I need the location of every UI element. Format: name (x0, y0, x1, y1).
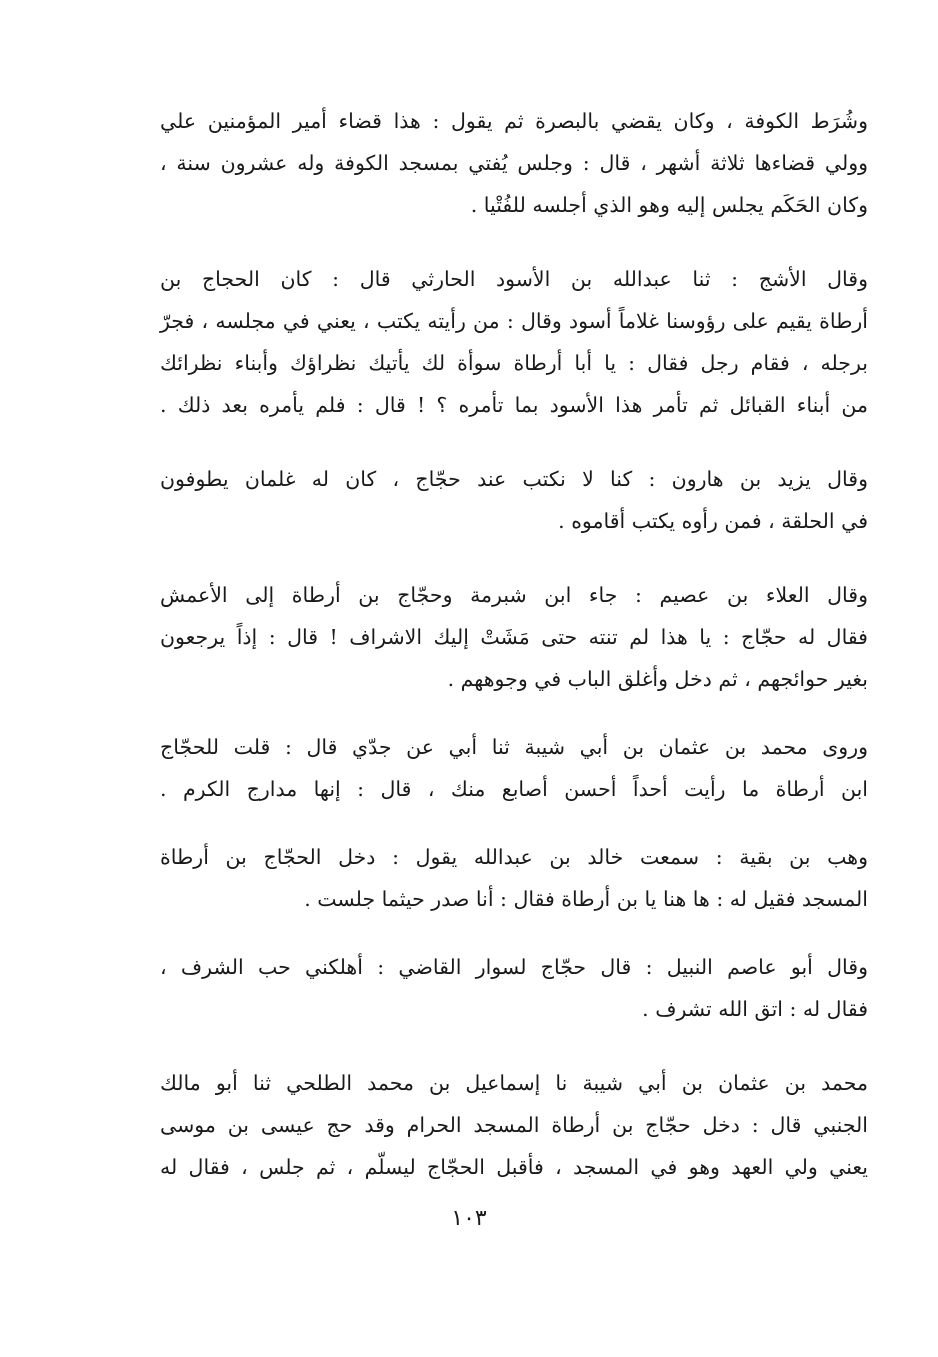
text-line: وقال يزيد بن هارون : كنا لا نكتب عند حجّاج ، كان له غلمان يطوفون (160, 467, 868, 491)
text-line: وقال أبو عاصم النبيل : قال حجّاج لسوار القاضي : أهلكني حب الشرف ، (160, 955, 868, 979)
text-line: وروى محمد بن عثمان بن أبي شيبة ثنا أبي عن جدّي قال : قلت للحجّاج (160, 735, 868, 759)
paragraph-gap (160, 1030, 868, 1062)
paragraph-1 (160, 100, 868, 226)
text-line: وقال العلاء بن عصيم : جاء ابن شبرمة وحجّاج بن أرطاة إلى الأعمش (160, 583, 868, 607)
text-line: وهب بن بقية : سمعت خالد بن عبدالله يقول : دخل الحجّاج بن أرطاة (160, 845, 868, 869)
text-line: وقال الأشج : ثنا عبدالله بن الأسود الحارثي قال : كان الحجاج بن (160, 267, 868, 291)
text-line: وكان الحَكَم يجلس إليه وهو الذي أجلسه للفُتْيا . (470, 193, 868, 217)
paragraph-gap (160, 920, 868, 946)
page-body (160, 100, 868, 1188)
text-line: وشُرَط الكوفة ، وكان يقضي بالبصرة ثم يقول : هذا قضاء أمير المؤمنين علي (160, 109, 868, 133)
paragraph-4 (160, 574, 868, 700)
page-number: ١٠٣ (451, 1206, 487, 1231)
paragraph-5 (160, 726, 868, 810)
paragraph-gap (160, 426, 868, 458)
text-line: فقال له حجّاج : يا هذا لم تنته حتى مَشَتْ إليك الاشراف ! قال : إذاً يرجعون (160, 625, 868, 649)
text-line: محمد بن عثمان بن أبي شيبة نا إسماعيل بن محمد الطلحي ثنا أبو مالك (160, 1071, 868, 1095)
text-line: من أبناء القبائل ثم تأمر هذا الأسود بما تأمره ؟ ! قال : فلم يأمره بعد ذلك . (160, 393, 868, 417)
text-line: الجنبي قال : دخل حجّاج بن أرطاة المسجد الحرام وقد حج عيسى بن موسى (160, 1113, 868, 1137)
text-line: أرطاة يقيم على رؤوسنا غلاماً أسود وقال : من رأيته يكتب ، يعني في مجلسه ، فجرّ (160, 309, 868, 333)
paragraph-2 (160, 258, 868, 426)
text-line: بغير حوائجهم ، ثم دخل وأغلق الباب في وجوههم . (447, 667, 868, 691)
text-line: وولي قضاءها ثلاثة أشهر ، قال : وجلس يُفتي بمسجد الكوفة وله عشرون سنة ، (160, 151, 868, 175)
text-line: فقال له : اتق الله تشرف . (642, 997, 868, 1021)
text-line: ابن أرطاة ما رأيت أحداً أحسن أصابع منك ، قال : إنها مدارج الكرم . (160, 777, 868, 801)
text-line: برجله ، فقام رجل فقال : يا أبا أرطاة سوأة لك يأتيك نظراؤك وأبناء نظرائك (160, 351, 868, 375)
paragraph-8 (160, 1062, 868, 1188)
paragraph-3 (160, 458, 868, 542)
paragraph-gap (160, 542, 868, 574)
text-line: في الحلقة ، فمن رأوه يكتب أقاموه . (558, 509, 868, 533)
paragraph-6 (160, 836, 868, 920)
paragraph-gap (160, 226, 868, 258)
paragraph-gap (160, 810, 868, 836)
text-line: المسجد فقيل له : ها هنا يا بن أرطاة فقال : أنا صدر حيثما جلست . (304, 887, 868, 911)
text-line: يعني ولي العهد وهو في المسجد ، فأقبل الحجّاج ليسلّم ، ثم جلس ، فقال له (160, 1155, 868, 1179)
paragraph-7 (160, 946, 868, 1030)
paragraph-gap (160, 700, 868, 726)
